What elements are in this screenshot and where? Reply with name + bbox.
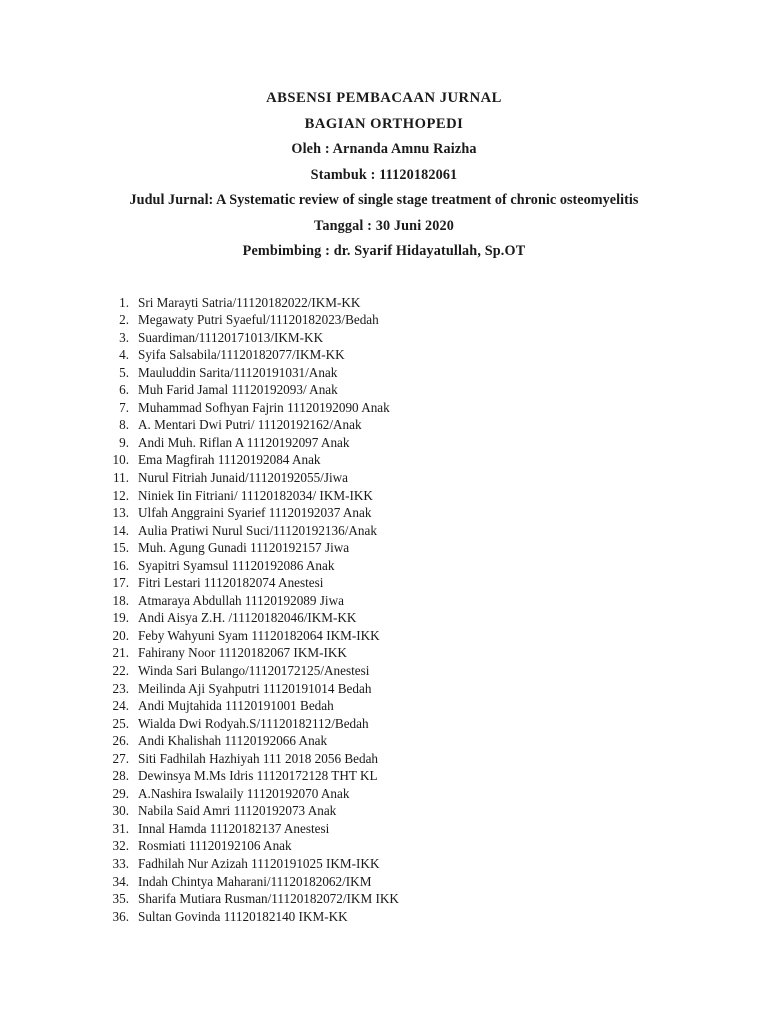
- list-item-entry: Niniek Iin Fitriani/ 11120182034/ IKM-IKK: [138, 487, 373, 503]
- list-item-number: 8.: [119, 417, 129, 433]
- list-item-entry: Innal Hamda 11120182137 Anestesi: [138, 820, 330, 836]
- list-item: [107, 539, 696, 557]
- list-item-entry: Andi Khalishah 11120192066 Anak: [138, 733, 328, 749]
- list-item-number: 21.: [112, 645, 129, 661]
- list-item-entry: Muh Farid Jamal 11120192093/ Anak: [138, 382, 338, 398]
- list-item-number: 7.: [119, 399, 129, 415]
- list-item-entry: Meilinda Aji Syahputri 11120191014 Bedah: [138, 680, 372, 696]
- list-item-entry: Dewinsya M.Ms Idris 11120172128 THT KL: [138, 768, 378, 784]
- list-item-number: 30.: [112, 803, 129, 819]
- list-item-entry: A. Mentari Dwi Putri/ 11120192162/Anak: [138, 417, 362, 433]
- list-item-number: 26.: [112, 733, 129, 749]
- list-item: [107, 574, 696, 592]
- list-item: [107, 767, 696, 785]
- list-item: [107, 715, 696, 733]
- list-item-entry: Indah Chintya Maharani/11120182062/IKM: [138, 873, 372, 889]
- list-item-entry: Megawaty Putri Syaeful/11120182023/Bedah: [138, 312, 379, 328]
- list-item-entry: Muh. Agung Gunadi 11120192157 Jiwa: [138, 540, 350, 556]
- list-item-number: 23.: [112, 680, 129, 696]
- list-item-number: 33.: [112, 856, 129, 871]
- list-item-entry: Winda Sari Bulango/11120172125/Anestesi: [138, 662, 370, 678]
- list-item-number: 31.: [112, 820, 129, 836]
- list-item-entry: Feby Wahyuni Syam 11120182064 IKM-IKK: [138, 627, 380, 643]
- document-title-secondary: BAGIAN ORTHOPEDI: [304, 115, 464, 132]
- list-item: [107, 329, 696, 347]
- list-item-entry: Nabila Said Amri 11120192073 Anak: [138, 803, 337, 819]
- list-item-number: 16.: [112, 557, 129, 573]
- list-item-number: 9.: [119, 434, 129, 450]
- list-item: [107, 820, 696, 838]
- list-item-entry: Syapitri Syamsul 11120192086 Anak: [138, 557, 335, 573]
- list-item-entry: Siti Fadhilah Hazhiyah 111 2018 2056 Bedah: [138, 750, 379, 766]
- supervisor-line: Pembimbing : dr. Syarif Hidayatullah, Sp.OT: [242, 243, 526, 259]
- list-item-number: 13.: [112, 505, 129, 521]
- list-item-number: 11.: [113, 469, 129, 485]
- attendance-list: [107, 294, 696, 926]
- list-item: [107, 592, 696, 610]
- list-item-number: 1.: [119, 294, 129, 310]
- author-line: Oleh : Arnanda Amnu Raizha: [291, 141, 477, 157]
- list-item-entry: Wialda Dwi Rodyah.S/11120182112/Bedah: [138, 715, 369, 731]
- date-line: Tanggal : 30 Juni 2020: [314, 217, 454, 234]
- list-item: [107, 609, 696, 627]
- list-item-entry: Sri Marayti Satria/11120182022/IKM-KK: [138, 294, 361, 310]
- list-item-number: 12.: [112, 487, 129, 503]
- document-header: [72, 86, 696, 265]
- list-item-entry: Sharifa Mutiara Rusman/11120182072/IKM IKK: [138, 891, 399, 907]
- list-item-number: 25.: [112, 715, 129, 731]
- list-item: [107, 399, 696, 417]
- list-item-number: 28.: [112, 768, 129, 784]
- list-item: [107, 873, 696, 891]
- list-item-entry: Fitri Lestari 11120182074 Anestesi: [138, 575, 324, 591]
- list-item: [107, 732, 696, 750]
- list-item-number: 15.: [112, 540, 129, 556]
- journal-title-line: Judul Jurnal: A Systematic review of single stage treatment of chronic osteomyelitis: [129, 192, 639, 208]
- list-item: [107, 522, 696, 540]
- list-item-number: 10.: [112, 452, 129, 468]
- list-item-number: 19.: [112, 610, 129, 626]
- list-item-number: 14.: [112, 522, 129, 538]
- list-item-entry: Nurul Fitriah Junaid/11120192055/Jiwa: [138, 469, 349, 485]
- list-item-number: 27.: [112, 750, 129, 766]
- list-item: [107, 346, 696, 364]
- list-item: [107, 434, 696, 452]
- list-item: [107, 487, 696, 505]
- list-item-number: 22.: [112, 662, 129, 678]
- list-item: [107, 697, 696, 715]
- list-item: [107, 627, 696, 645]
- list-item: [107, 837, 696, 855]
- list-item-number: 5.: [119, 364, 129, 380]
- list-item-number: 32.: [112, 838, 129, 854]
- list-item-entry: Ulfah Anggraini Syarief 11120192037 Anak: [138, 505, 372, 521]
- list-item: [107, 294, 696, 312]
- list-item: [107, 557, 696, 575]
- list-item-entry: Fahirany Noor 11120182067 IKM-IKK: [138, 645, 347, 661]
- list-item: [107, 364, 696, 382]
- list-item-entry: Andi Muh. Riflan A 11120192097 Anak: [138, 434, 350, 450]
- student-id-line: Stambuk : 11120182061: [310, 166, 458, 183]
- list-item-entry: Syifa Salsabila/11120182077/IKM-KK: [138, 347, 345, 363]
- list-item-entry: Mauluddin Sarita/11120191031/Anak: [138, 364, 338, 380]
- document-title-primary: ABSENSI PEMBACAAN JURNAL: [266, 90, 502, 106]
- list-item-entry: Suardiman/11120171013/IKM-KK: [138, 329, 324, 345]
- list-item-number: 34.: [112, 873, 129, 889]
- list-item: [107, 469, 696, 487]
- list-item: [107, 504, 696, 522]
- list-item-number: 2.: [119, 312, 129, 328]
- list-item-entry: Sultan Govinda 11120182140 IKM-KK: [138, 908, 348, 924]
- list-item-entry: A.Nashira Iswalaily 11120192070 Anak: [138, 785, 350, 801]
- list-item: [107, 802, 696, 820]
- list-item-number: 20.: [112, 627, 129, 643]
- list-item: [107, 311, 696, 329]
- list-item-entry: Rosmiati 11120192106 Anak: [138, 838, 292, 854]
- list-item-number: 4.: [119, 347, 129, 363]
- list-item-entry: Andi Mujtahida 11120191001 Bedah: [138, 698, 334, 714]
- list-item-entry: Andi Aisya Z.H. /11120182046/IKM-KK: [138, 610, 357, 626]
- list-item-entry: Muhammad Sofhyan Fajrin 11120192090 Anak: [138, 399, 390, 415]
- list-item: [107, 644, 696, 662]
- list-item-entry: Aulia Pratiwi Nurul Suci/11120192136/Anak: [138, 522, 377, 538]
- list-item: [107, 381, 696, 399]
- list-item-number: 35.: [112, 891, 129, 907]
- list-item-number: 3.: [119, 329, 129, 345]
- list-item: [107, 890, 696, 908]
- list-item-number: 6.: [119, 382, 129, 398]
- list-item-entry: Atmaraya Abdullah 11120192089 Jiwa: [138, 592, 344, 608]
- list-item-number: 17.: [112, 575, 129, 591]
- list-item: [107, 785, 696, 803]
- list-item-entry: Fadhilah Nur Azizah 11120191025 IKM-IKK: [138, 856, 380, 871]
- list-item: [107, 662, 696, 680]
- attendance-list-container: [72, 294, 696, 926]
- list-item: [107, 750, 696, 768]
- list-item: [107, 680, 696, 698]
- list-item-number: 18.: [112, 592, 129, 608]
- list-item-number: 24.: [112, 698, 129, 714]
- list-item: [107, 416, 696, 434]
- list-item: [107, 908, 696, 926]
- list-item-entry: Ema Magfirah 11120192084 Anak: [138, 452, 321, 468]
- list-item-number: 29.: [112, 785, 129, 801]
- list-item: [107, 451, 696, 469]
- list-item: [107, 855, 696, 873]
- list-item-number: 36.: [112, 908, 129, 924]
